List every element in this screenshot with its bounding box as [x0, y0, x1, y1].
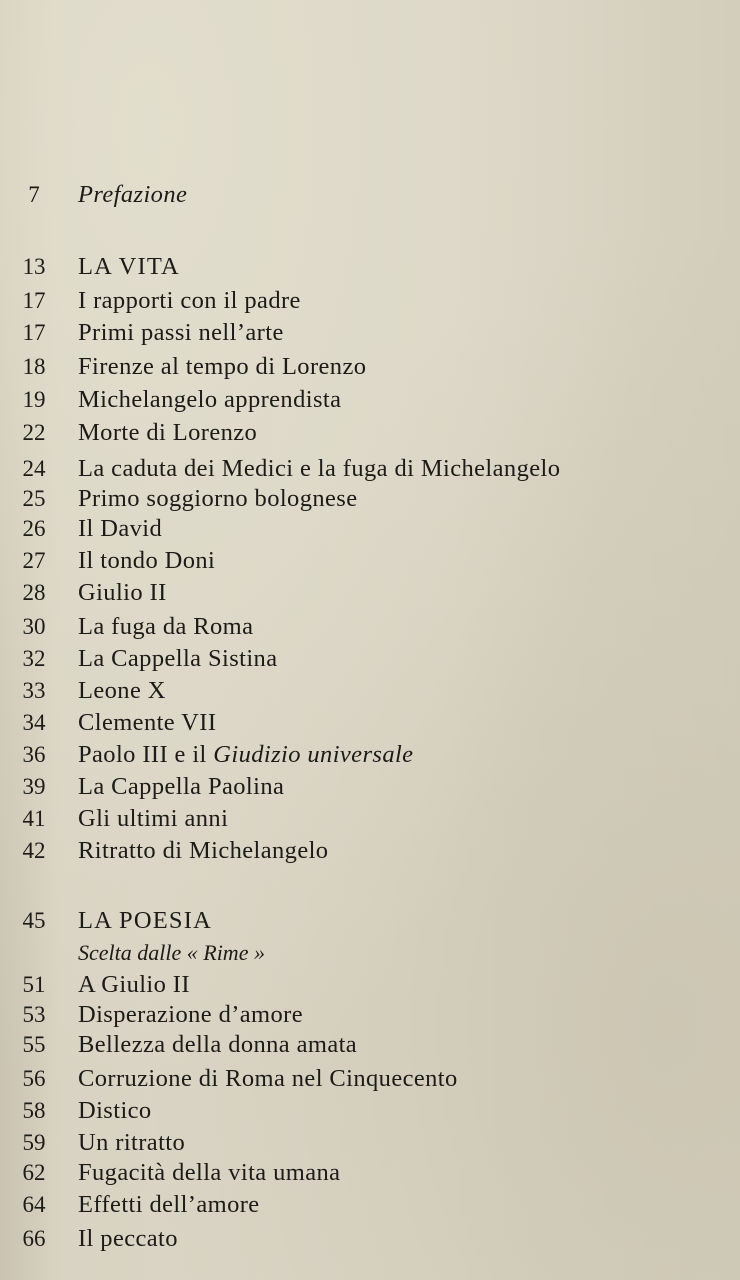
entry-title: Distico [78, 1097, 152, 1124]
entry-title: La caduta dei Medici e la fuga di Michelangelo [78, 455, 561, 482]
entry-title: I rapporti con il padre [78, 287, 301, 314]
entry-title: A Giulio II [78, 971, 190, 998]
entry-title: Morte di Lorenzo [78, 419, 258, 446]
entry-title-prefix: Paolo III e il [78, 741, 214, 768]
page-number: 62 [22, 1160, 46, 1185]
page-number: 32 [22, 646, 46, 671]
page-number: 25 [22, 486, 46, 511]
page-number: 19 [22, 387, 46, 412]
page-number: 17 [22, 320, 46, 345]
page-number: 30 [22, 614, 46, 639]
entry-title [78, 740, 413, 770]
entry-title: Prefazione [78, 181, 188, 208]
entry-title: Il peccato [78, 1225, 178, 1252]
page-number: 13 [22, 254, 46, 279]
page-number: 64 [22, 1192, 46, 1217]
entry-title: Disperazione d’amore [78, 1001, 303, 1028]
section-title: LA VITA [78, 253, 180, 280]
entry-title: Effetti dell’amore [78, 1191, 260, 1218]
entry-title: Gli ultimi anni [78, 805, 229, 832]
page-number: 56 [22, 1066, 46, 1091]
page-number: 27 [22, 548, 46, 573]
page-number: 53 [22, 1002, 46, 1027]
page-number: 39 [22, 774, 46, 799]
page-number: 7 [28, 182, 40, 207]
page-number: 22 [22, 420, 46, 445]
page-number: 66 [22, 1226, 46, 1251]
entry-title-italic: Giudizio universale [213, 741, 414, 768]
page-number: 34 [22, 710, 46, 735]
page-number: 33 [22, 678, 46, 703]
page-number: 41 [22, 806, 46, 831]
page-number: 45 [22, 908, 46, 933]
page-number: 51 [22, 972, 46, 997]
subtitle-quote: « Rime » [186, 940, 265, 965]
page-number: 28 [22, 580, 46, 605]
entry-title: Il tondo Doni [78, 547, 216, 574]
page-number: 17 [22, 288, 46, 313]
page-number: 18 [22, 354, 46, 379]
entry-title: Michelangelo apprendista [78, 386, 342, 413]
subtitle-text [78, 938, 265, 968]
entry-title: Primi passi nell’arte [78, 319, 284, 346]
page-number: 42 [22, 838, 46, 863]
entry-title: Leone X [78, 677, 166, 704]
page-number: 26 [22, 516, 46, 541]
page-number: 55 [22, 1032, 46, 1057]
entry-title: Fugacità della vita umana [78, 1159, 341, 1186]
page-number: 59 [22, 1130, 46, 1155]
entry-title: La Cappella Sistina [78, 645, 278, 672]
entry-title: Primo soggiorno bolognese [78, 485, 358, 512]
entry-title: Ritratto di Michelangelo [78, 837, 329, 864]
page-number: 58 [22, 1098, 46, 1123]
entry-title: La Cappella Paolina [78, 773, 285, 800]
page-number: 36 [22, 742, 46, 767]
entry-title: Bellezza della donna amata [78, 1031, 358, 1058]
section-title: LA POESIA [78, 907, 212, 934]
entry-title: Firenze al tempo di Lorenzo [78, 353, 367, 380]
subtitle-italic: Scelta dalle [78, 940, 182, 965]
entry-title: La fuga da Roma [78, 613, 254, 640]
entry-title: Il David [78, 515, 163, 542]
page-number: 24 [22, 456, 46, 481]
entry-title: Clemente VII [78, 709, 217, 736]
entry-title: Giulio II [78, 579, 167, 606]
entry-title: Un ritratto [78, 1129, 186, 1156]
entry-title: Corruzione di Roma nel Cinquecento [78, 1065, 458, 1092]
